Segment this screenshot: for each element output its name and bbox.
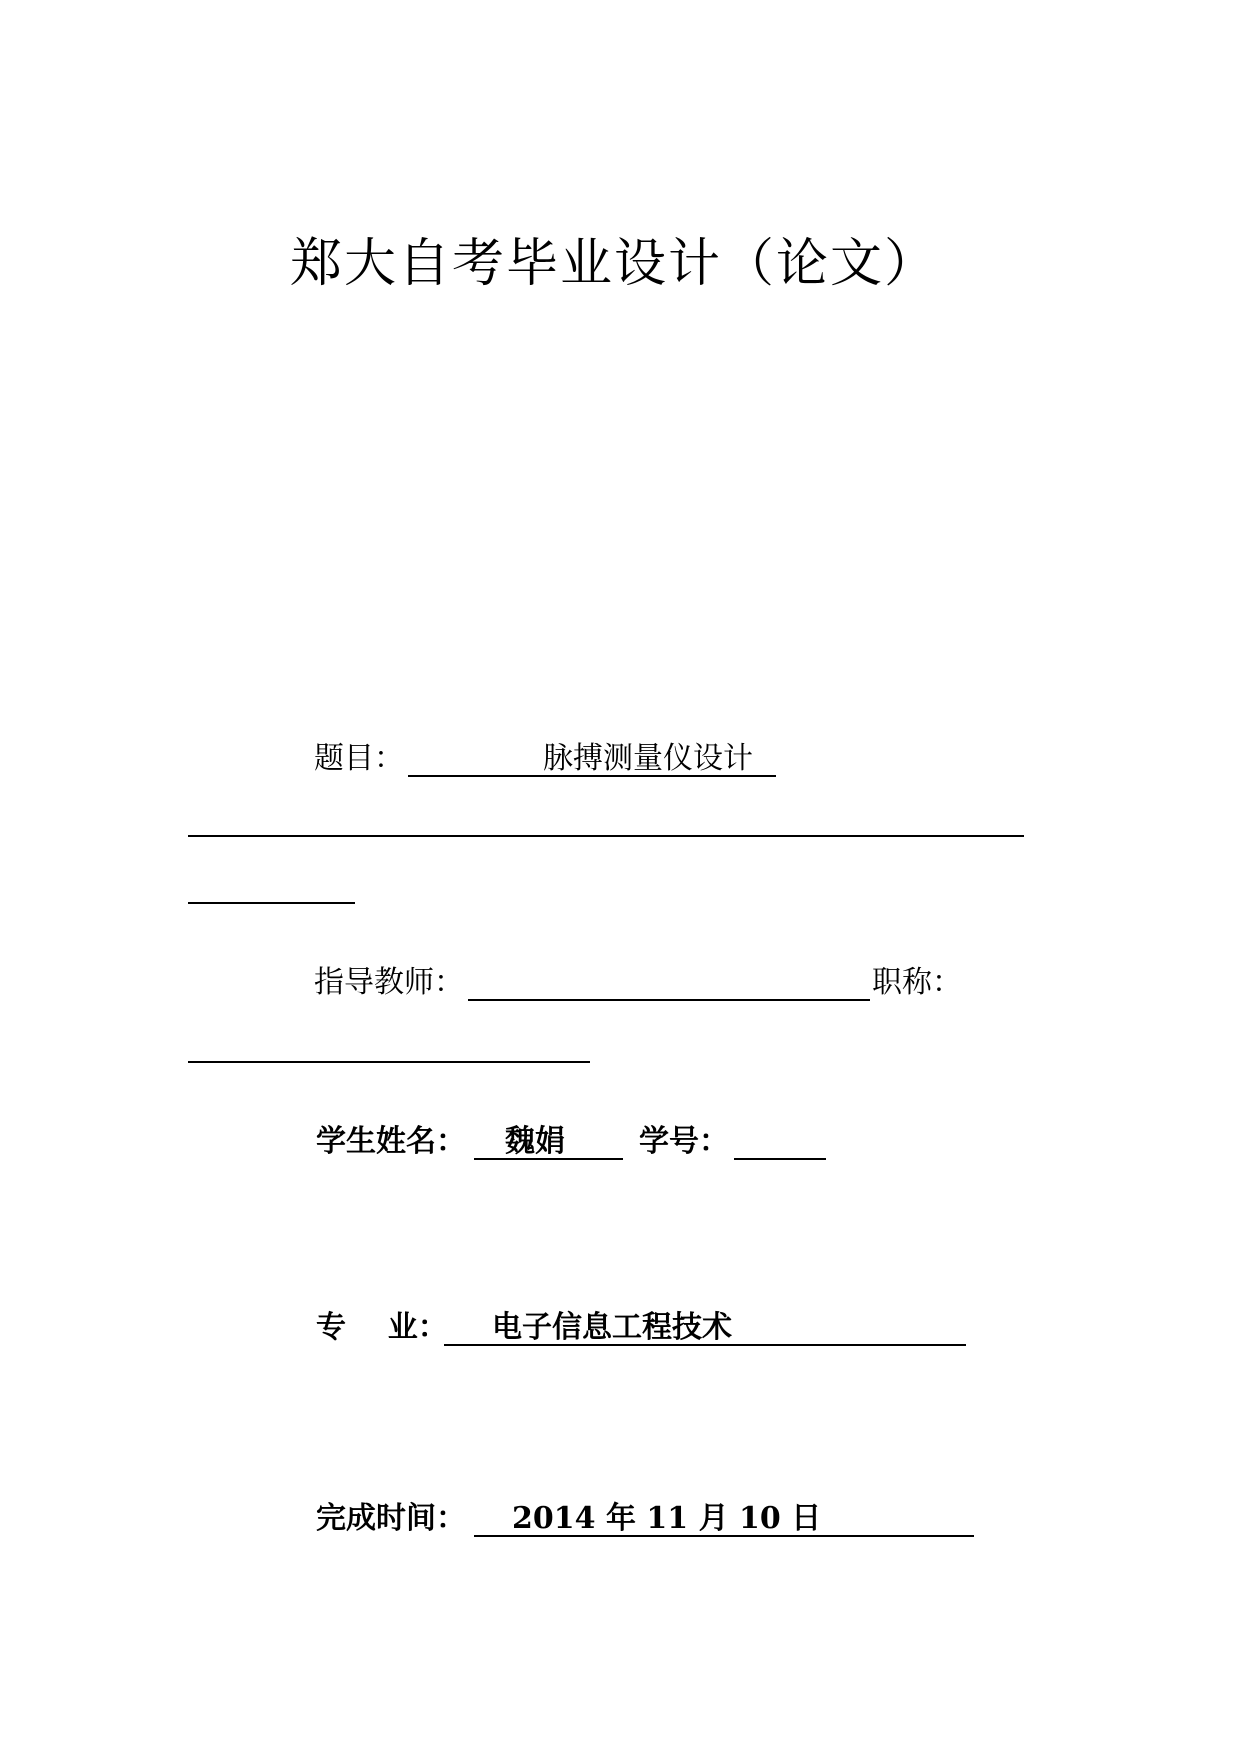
student-id-label: 学号： <box>639 1124 729 1159</box>
topic-value[interactable]: 脉搏测量仪设计 <box>543 741 753 776</box>
completion-date-label: 完成时间： <box>316 1501 466 1536</box>
advisor-title-label: 职称： <box>872 965 962 1000</box>
advisor-label: 指导教师： <box>314 965 464 1000</box>
student-name-label: 学生姓名： <box>316 1124 466 1159</box>
topic-continuation-line-1 <box>188 835 1024 837</box>
major-label: 专 业： <box>316 1310 448 1345</box>
major-underline <box>444 1344 966 1346</box>
student-name-underline <box>474 1158 623 1160</box>
student-id-underline <box>734 1158 826 1160</box>
topic-continuation-line-2 <box>188 902 355 904</box>
advisor-title-underline <box>188 1061 590 1063</box>
document-title: 郑大自考毕业设计（论文） <box>290 234 939 294</box>
student-name-value[interactable]: 魏娟 <box>505 1124 565 1159</box>
topic-label: 题目： <box>314 741 404 776</box>
advisor-underline <box>468 999 870 1001</box>
major-value[interactable]: 电子信息工程技术 <box>492 1310 732 1345</box>
completion-date-value[interactable]: 2014 年 11 月 10 日 <box>512 1501 822 1536</box>
topic-underline <box>408 775 776 777</box>
completion-date-underline <box>474 1535 974 1537</box>
